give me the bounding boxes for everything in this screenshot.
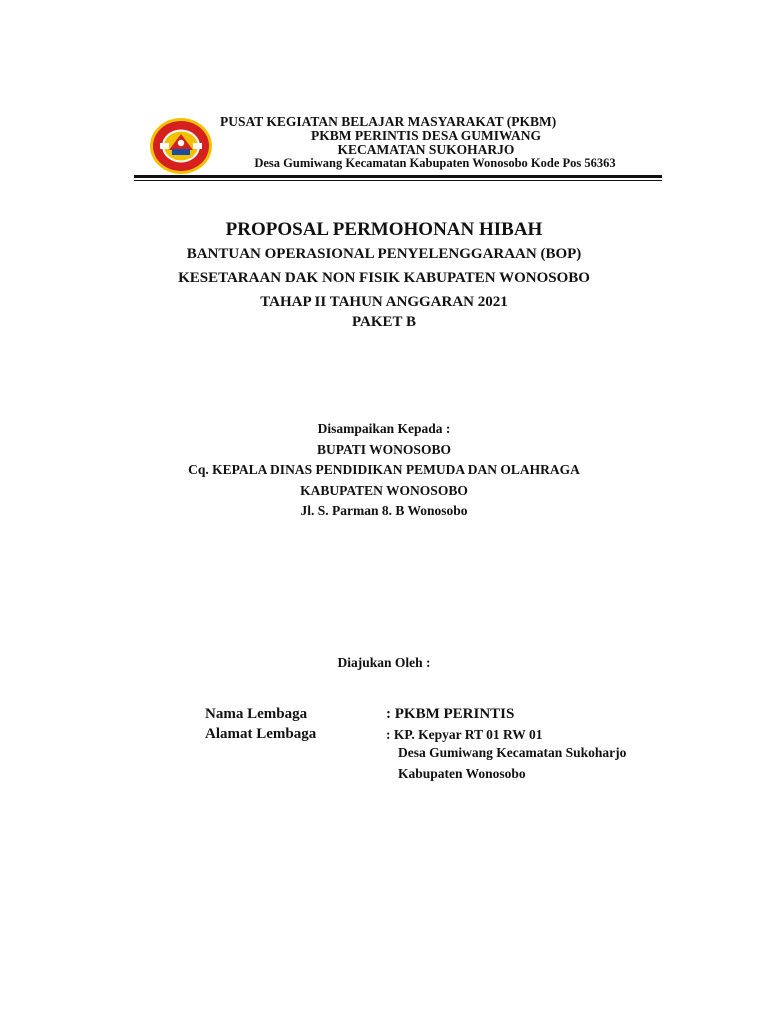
submitted-by-heading: Diajukan Oleh : bbox=[337, 655, 431, 670]
letterhead-line-1: PUSAT KEGIATAN BELAJAR MASYARAKAT (PKBM) bbox=[220, 114, 557, 129]
addressee-intro: Disampaikan Kepada : bbox=[317, 421, 451, 436]
institution-address-line-2: Desa Gumiwang Kecamatan Sukoharjo bbox=[398, 745, 627, 760]
letterhead-line-3: KECAMATAN SUKOHARJO bbox=[337, 142, 515, 157]
letterhead-address: Desa Gumiwang Kecamatan Kabupaten Wonosobo Kode Pos 56363 bbox=[254, 156, 616, 170]
addressee-line-2: Cq. KEPALA DINAS PENDIDIKAN PEMUDA DAN OLAHRAGA bbox=[188, 462, 580, 477]
letterhead-divider-thick bbox=[134, 175, 662, 178]
institution-address-line-3: Kabupaten Wonosobo bbox=[398, 766, 526, 781]
institution-address-label: Alamat Lembaga bbox=[205, 726, 317, 742]
addressee-address: Jl. S. Parman 8. B Wonosobo bbox=[300, 503, 468, 518]
letterhead-line-2: PKBM PERINTIS DESA GUMIWANG bbox=[311, 128, 541, 143]
addressee-line-3: KABUPATEN WONOSOBO bbox=[300, 483, 468, 498]
institution-name-label: Nama Lembaga bbox=[205, 706, 308, 722]
proposal-subtitle-3: TAHAP II TAHUN ANGGARAN 2021 bbox=[260, 294, 508, 310]
proposal-subtitle-1: BANTUAN OPERASIONAL PENYELENGGARAAN (BOP) bbox=[186, 246, 582, 262]
letterhead-divider-thin bbox=[134, 180, 662, 181]
proposal-package: PAKET B bbox=[351, 314, 417, 330]
institution-address-line-1: : KP. Kepyar RT 01 RW 01 bbox=[386, 727, 543, 742]
proposal-subtitle-2: KESETARAAN DAK NON FISIK KABUPATEN WONOSOBO bbox=[178, 270, 590, 286]
proposal-title: PROPOSAL PERMOHONAN HIBAH bbox=[225, 219, 543, 240]
institution-name-value: : PKBM PERINTIS bbox=[386, 706, 515, 722]
addressee-line-1: BUPATI WONOSOBO bbox=[317, 442, 451, 457]
